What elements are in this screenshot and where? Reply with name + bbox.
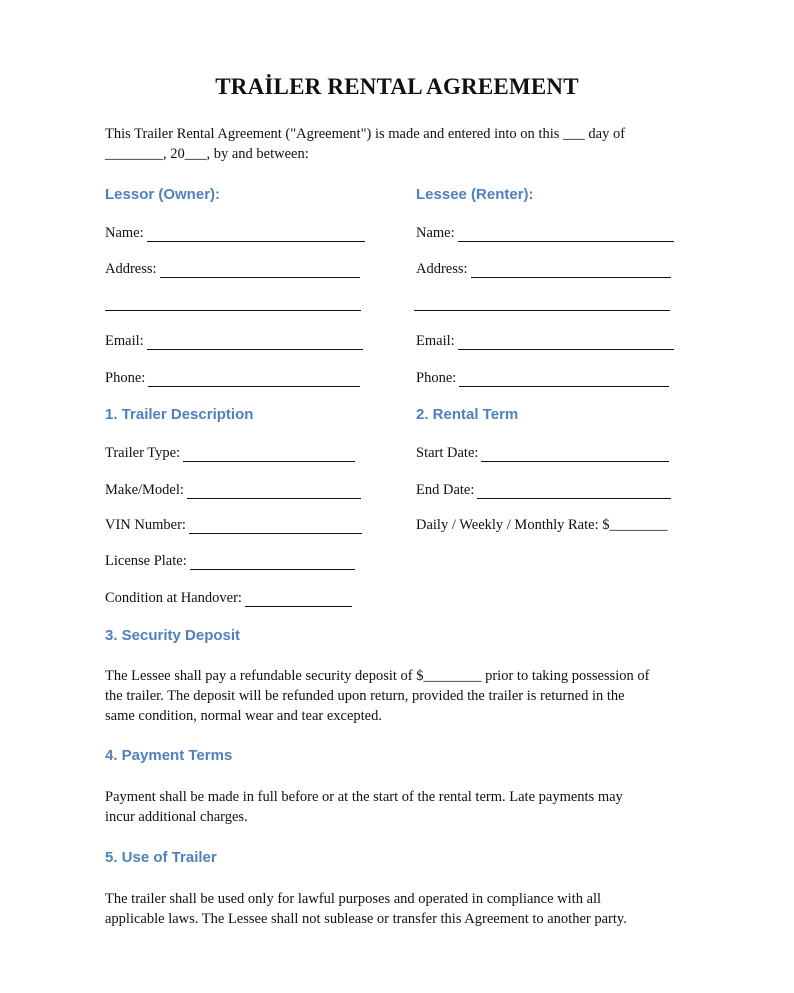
lessee-address-line-2[interactable] xyxy=(414,309,670,311)
lessee-name-field[interactable] xyxy=(416,222,674,242)
lessor-email-label: Email: xyxy=(105,333,144,349)
lessee-address-label: Address: xyxy=(416,261,468,277)
security-deposit-heading: 3. Security Deposit xyxy=(105,627,241,644)
vin-number-label: VIN Number: xyxy=(105,517,186,533)
lessee-phone-label: Phone: xyxy=(416,370,457,386)
lessor-heading: Lessor (Owner): xyxy=(105,186,221,203)
use-of-trailer-paragraph xyxy=(105,889,705,929)
lessee-address-field[interactable] xyxy=(416,258,671,278)
lessor-email-blank[interactable] xyxy=(147,335,363,350)
end-date-blank[interactable] xyxy=(477,484,671,499)
rental-rate-label: Daily / Weekly / Monthly Rate: $________ xyxy=(416,517,668,533)
trailer-type-label: Trailer Type: xyxy=(105,445,181,461)
document-title: TRAİLER RENTAL AGREEMENT xyxy=(215,74,579,99)
lessor-name-blank[interactable] xyxy=(147,227,365,242)
lessee-heading: Lessee (Renter): xyxy=(416,186,534,203)
start-date-blank[interactable] xyxy=(481,447,669,462)
vin-number-field[interactable] xyxy=(105,514,362,534)
make-model-label: Make/Model: xyxy=(105,482,184,498)
intro-paragraph xyxy=(105,124,705,164)
lessor-name-label: Name: xyxy=(105,225,144,241)
rental-term-heading: 2. Rental Term xyxy=(416,406,519,423)
lessor-phone-blank[interactable] xyxy=(148,372,360,387)
trailer-type-blank[interactable] xyxy=(183,447,355,462)
lessor-address-field[interactable] xyxy=(105,258,360,278)
lessee-address-blank[interactable] xyxy=(471,263,671,278)
intro-line-1: This Trailer Rental Agreement ("Agreement") is made and entered into on this ___ day of xyxy=(105,126,626,142)
condition-handover-blank[interactable] xyxy=(245,592,352,607)
payment-terms-line-2: incur additional charges. xyxy=(105,809,248,825)
rental-rate-field[interactable] xyxy=(416,514,667,534)
license-plate-label: License Plate: xyxy=(105,553,187,569)
lessee-email-field[interactable] xyxy=(416,330,674,350)
lessee-email-blank[interactable] xyxy=(458,335,674,350)
lessee-email-label: Email: xyxy=(416,333,455,349)
lessee-name-label: Name: xyxy=(416,225,455,241)
lessee-phone-blank[interactable] xyxy=(459,372,669,387)
payment-terms-line-1: Payment shall be made in full before or at the start of the rental term. Late payments may xyxy=(105,789,623,805)
make-model-blank[interactable] xyxy=(187,484,361,499)
end-date-field[interactable] xyxy=(416,479,671,499)
trailer-description-heading: 1. Trailer Description xyxy=(105,406,254,423)
lessor-address-label: Address: xyxy=(105,261,157,277)
make-model-field[interactable] xyxy=(105,479,361,499)
vin-number-blank[interactable] xyxy=(189,519,362,534)
license-plate-field[interactable] xyxy=(105,550,355,570)
lessee-name-blank[interactable] xyxy=(458,227,674,242)
license-plate-blank[interactable] xyxy=(190,555,355,570)
lessor-address-blank[interactable] xyxy=(160,263,360,278)
condition-handover-field[interactable] xyxy=(105,587,352,607)
lessor-phone-field[interactable] xyxy=(105,367,360,387)
end-date-label: End Date: xyxy=(416,482,475,498)
trailer-type-field[interactable] xyxy=(105,442,355,462)
payment-terms-heading: 4. Payment Terms xyxy=(105,747,233,764)
use-of-trailer-heading: 5. Use of Trailer xyxy=(105,849,217,866)
lessor-phone-label: Phone: xyxy=(105,370,146,386)
lessee-phone-field[interactable] xyxy=(416,367,669,387)
security-deposit-line-2: the trailer. The deposit will be refunded upon return, provided the trailer is returned in the xyxy=(105,688,625,704)
lessor-address-line-2[interactable] xyxy=(105,309,361,311)
use-of-trailer-line-2: applicable laws. The Lessee shall not sublease or transfer this Agreement to another party. xyxy=(105,911,627,927)
lessor-name-field[interactable] xyxy=(105,222,365,242)
start-date-label: Start Date: xyxy=(416,445,479,461)
security-deposit-line-1: The Lessee shall pay a refundable security deposit of $________ prior to taking possession of xyxy=(105,668,650,684)
lessor-email-field[interactable] xyxy=(105,330,363,350)
payment-terms-paragraph xyxy=(105,787,705,827)
start-date-field[interactable] xyxy=(416,442,669,462)
use-of-trailer-line-1: The trailer shall be used only for lawful purposes and operated in compliance with all xyxy=(105,891,602,907)
intro-line-2: ________, 20___, by and between: xyxy=(105,146,309,162)
security-deposit-paragraph xyxy=(105,666,705,726)
condition-handover-label: Condition at Handover: xyxy=(105,590,242,606)
security-deposit-line-3: same condition, normal wear and tear excepted. xyxy=(105,708,382,724)
